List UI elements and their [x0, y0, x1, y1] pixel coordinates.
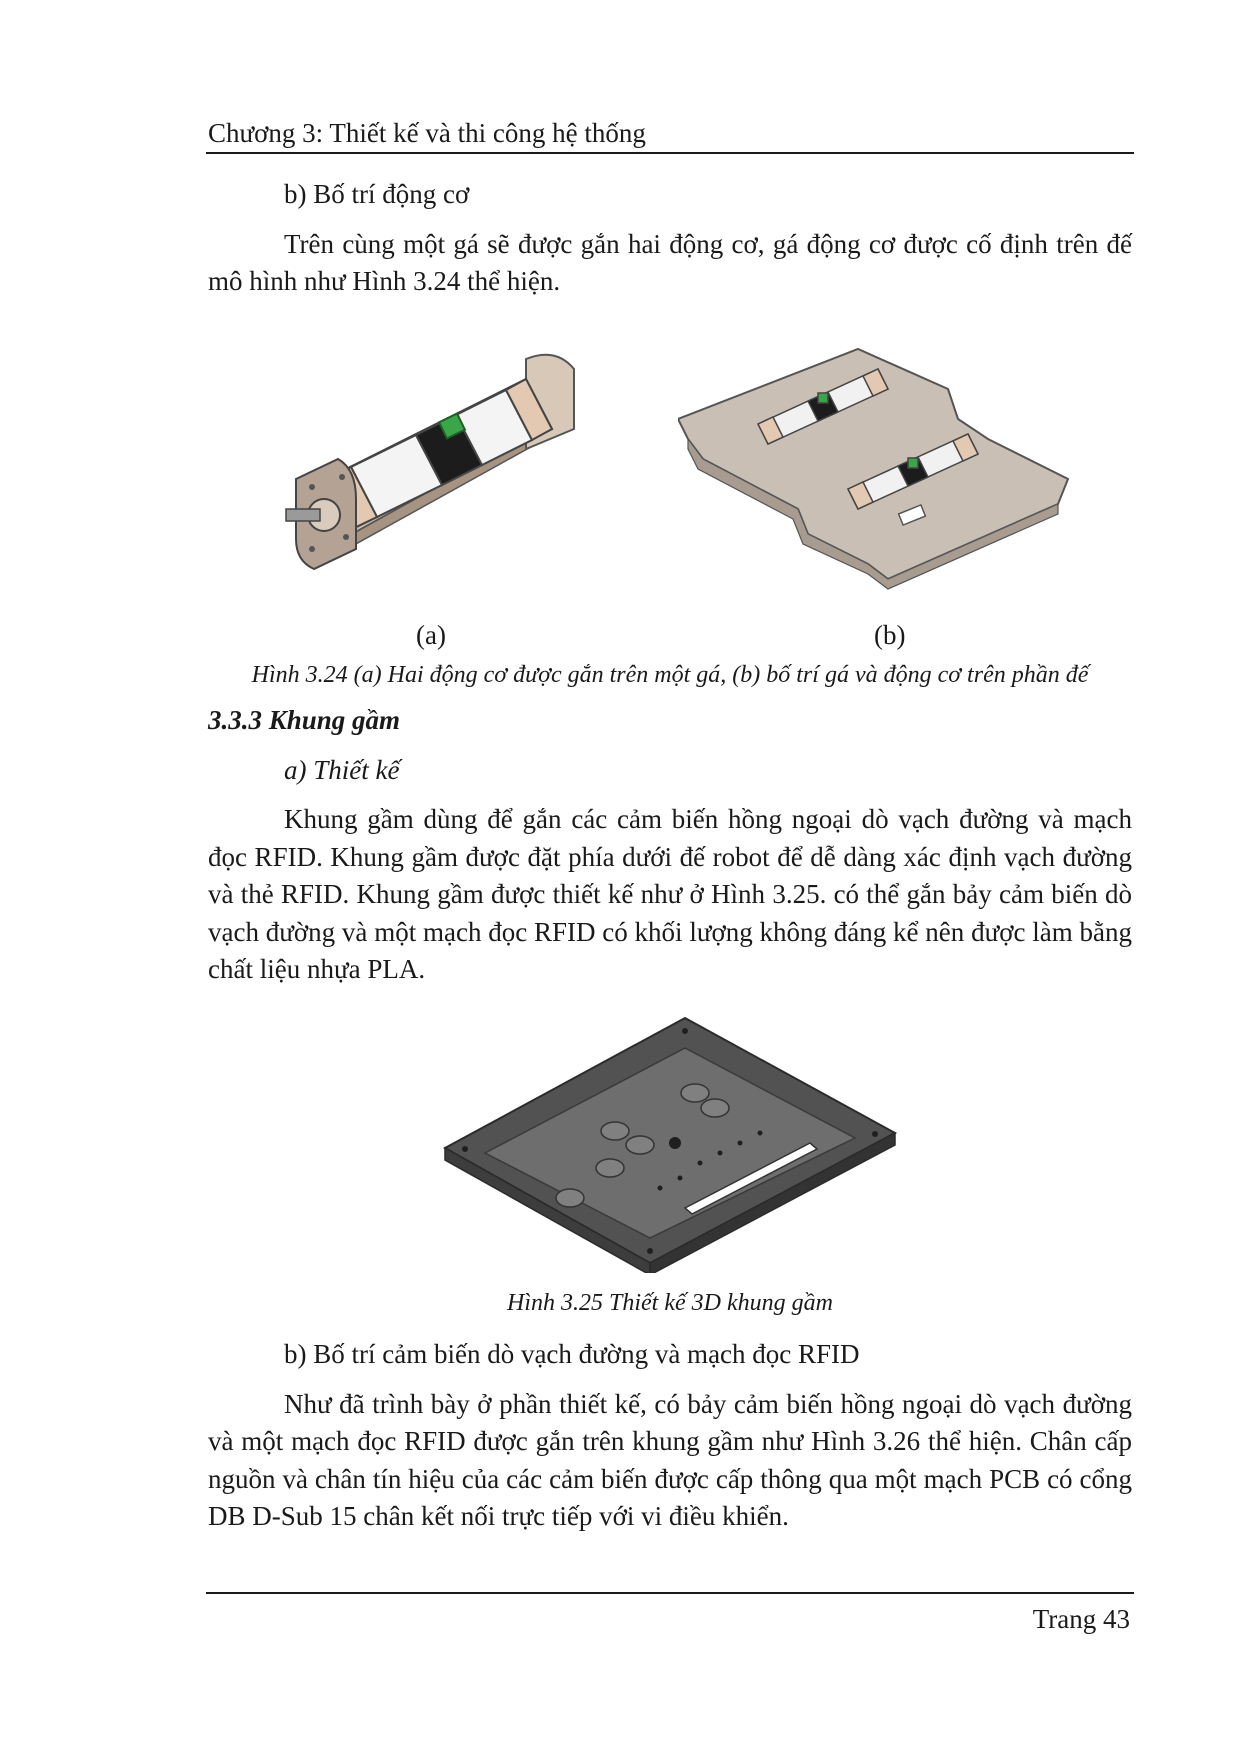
subheading-design: a) Thiết kế: [284, 754, 400, 785]
paragraph-motor-mount: Trên cùng một gá sẽ được gắn hai động cơ, gá động cơ được cố định trên đế mô hình như Hình 3.24 thể hiện.: [208, 228, 1132, 296]
paragraph-sensors: Như đã trình bày ở phần thiết kế, có bảy cảm biến hồng ngoại dò vạch đường và một mạch đọc RFID được gắn trên khung gầm như Hình 3.26 thể hiện. Chân cấp nguồn và chân tín hiệu của các cảm biến được cấp thông qua một mạch PCB có cổng DB D-Sub 15 chân kết nối trực tiếp với vi điều khiển.: [208, 1388, 1132, 1531]
header-rule: [206, 152, 1134, 154]
label-b: (b): [874, 619, 906, 650]
chapter-header: Chương 3: Thiết kế và thi công hệ thống: [208, 118, 646, 148]
motor-mount-image: [256, 329, 596, 609]
figure-3-24: [208, 329, 1132, 617]
page-number: Trang 43: [1032, 1604, 1130, 1634]
subheading-sensor-layout: b) Bố trí cảm biến dò vạch đường và mạch đọc RFID: [284, 1339, 860, 1369]
page-content: [208, 176, 1132, 1536]
base-layout-image: [678, 329, 1088, 609]
chassis-3d-image: [435, 1013, 905, 1273]
caption-3-24: Hình 3.24 (a) Hai động cơ được gắn trên một gá, (b) bố trí gá và động cơ trên phần đế: [251, 661, 1089, 688]
caption-3-25: Hình 3.25 Thiết kế 3D khung gầm: [507, 1289, 833, 1316]
label-a: (a): [416, 619, 446, 650]
footer-rule: [206, 1592, 1134, 1594]
figure-3-24-labels: [208, 617, 1132, 657]
paragraph-chassis: Khung gầm dùng để gắn các cảm biến hồng ngoại dò vạch đường và mạch đọc RFID. Khung gầm được đặt phía dưới đế robot để dễ dàng xác định vạch đường và thẻ RFID. Khung gầm được thiết kế như ở Hình 3.25. có thể gắn bảy cảm biến dò vạch đường và một mạch đọc RFID có khối lượng không đáng kể nên được làm bằng chất liệu nhựa PLA.: [208, 804, 1132, 984]
subheading-motor-layout: b) Bố trí động cơ: [284, 179, 470, 209]
heading-3-3-3: 3.3.3 Khung gầm: [208, 705, 401, 735]
